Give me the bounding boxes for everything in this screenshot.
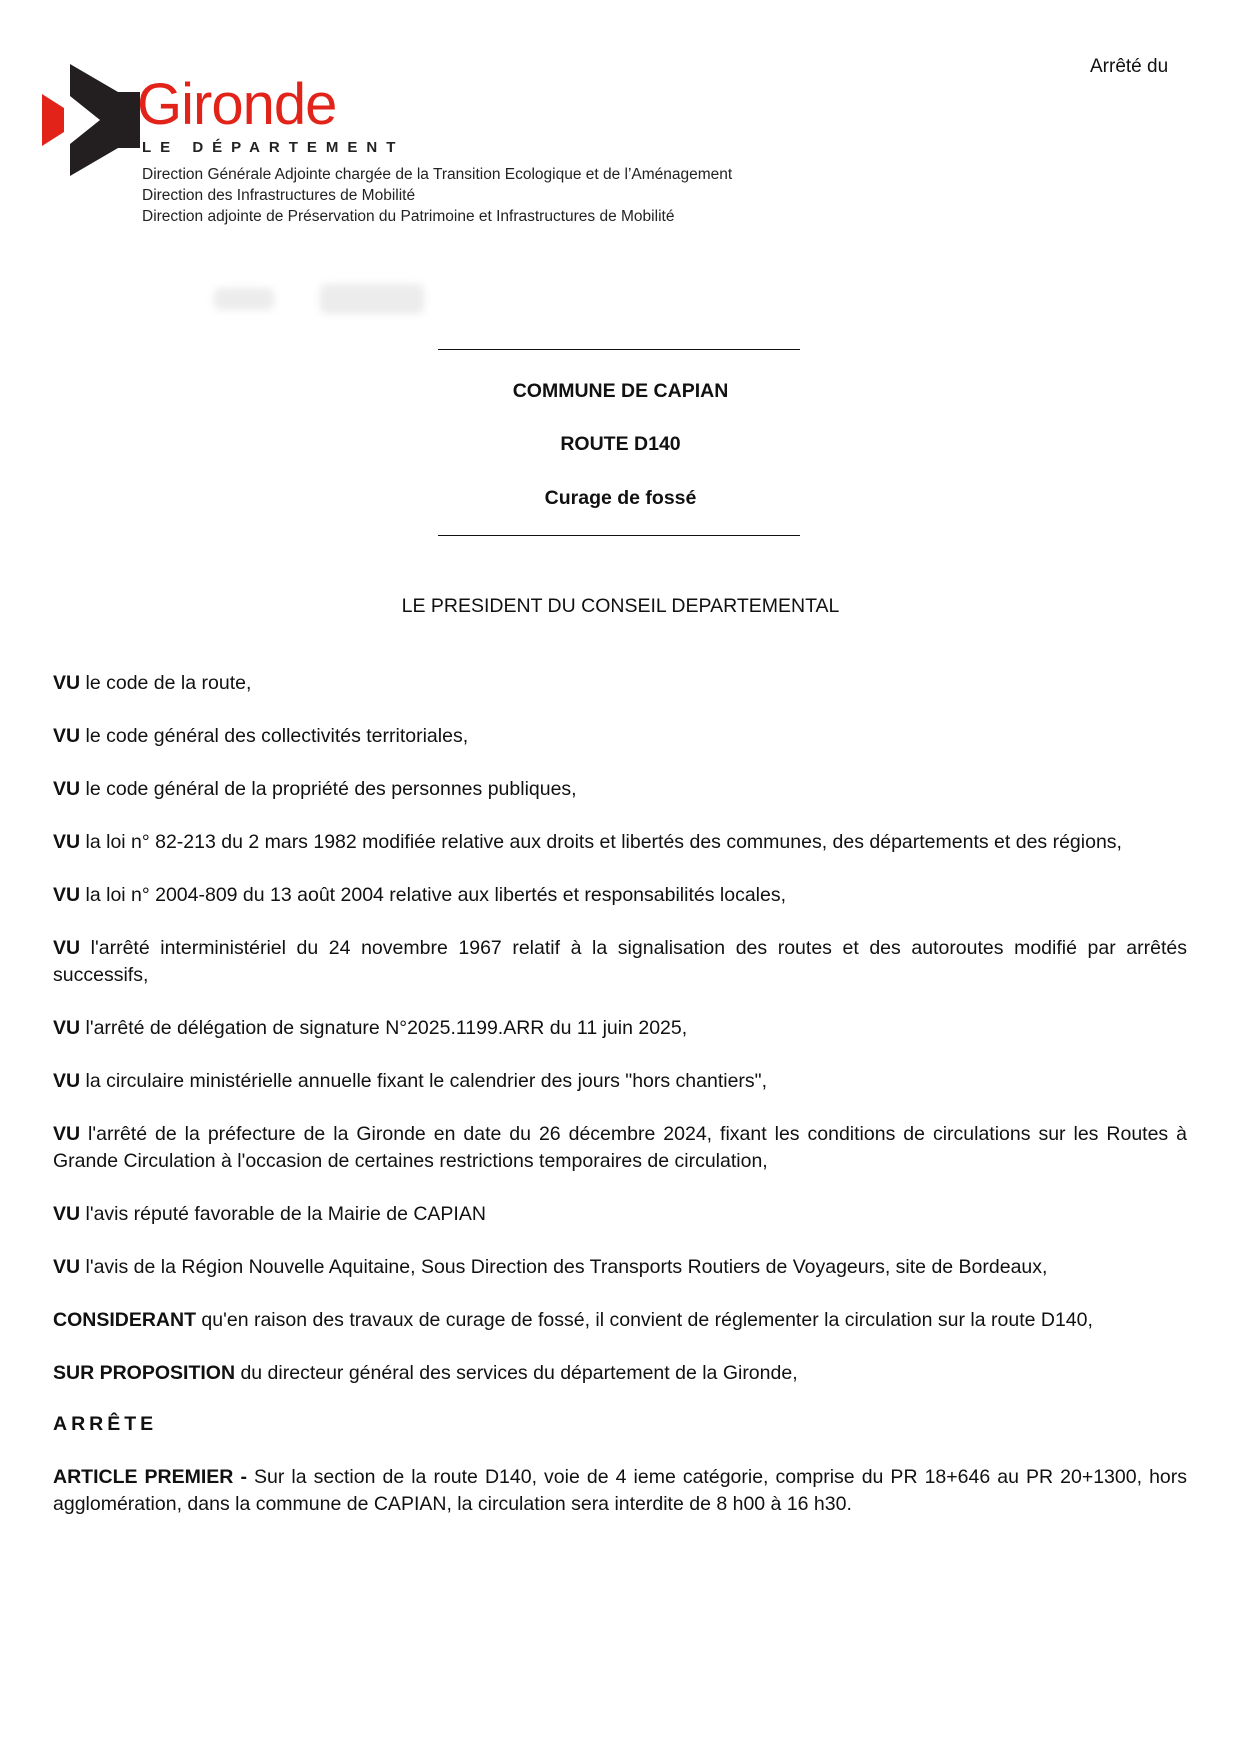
clause: VU la circulaire ministérielle annuelle fixant le calendrier des jours "hors chantiers", <box>53 1070 768 1092</box>
clause: VU la loi n° 82-213 du 2 mars 1982 modifiée relative aux droits et libertés des communes, des départements et des régions, <box>53 831 1122 853</box>
clause: VU le code général des collectivités territoriales, <box>53 725 469 747</box>
article-premier: ARTICLE PREMIER - Sur la section de la route D140, voie de 4 ieme catégorie, comprise du PR 18+646 au PR 20+1300, hors agglomération, dans la commune de CAPIAN, la circulation sera interdite de 8 h00 à 16 h30. <box>53 1466 1187 1515</box>
title-rule-top <box>438 349 800 350</box>
clause: VU l'arrêté de délégation de signature N°2025.1199.ARR du 11 juin 2025, <box>53 1017 688 1039</box>
logo-dark-chevron <box>70 64 140 176</box>
gironde-logo-icon <box>40 64 140 176</box>
redacted-mark <box>214 288 274 310</box>
direction-line-3: Direction adjointe de Préservation du Patrimoine et Infrastructures de Mobilité <box>142 208 675 225</box>
clause: SUR PROPOSITION du directeur général des services du département de la Gironde, <box>53 1362 798 1384</box>
direction-line-2: Direction des Infrastructures de Mobilité <box>142 187 416 204</box>
arrete-heading: ARRÊTE <box>53 1413 158 1435</box>
commune-title: COMMUNE DE CAPIAN <box>512 380 729 402</box>
direction-line-1: Direction Générale Adjointe chargée de la Transition Ecologique et de l’Aménagement <box>142 166 733 183</box>
clause: VU le code général de la propriété des personnes publiques, <box>53 778 577 800</box>
clause: VU le code de la route, <box>53 672 252 694</box>
redacted-mark <box>320 284 424 314</box>
clause: VU l'arrêté interministériel du 24 novembre 1967 relatif à la signalisation des routes et des autoroutes modifié par arrêtés successifs, <box>53 937 1187 986</box>
brand-subtitle: LE DÉPARTEMENT <box>142 139 405 156</box>
clause: VU l'arrêté de la préfecture de la Gironde en date du 26 décembre 2024, fixant les conditions de circulations sur les Routes à Grande Circulation à l'occasion de certaines restrictions temporaires de circulation, <box>53 1123 1187 1172</box>
brand-name: Gironde <box>137 72 337 137</box>
logo-red-chevron <box>42 94 64 146</box>
object-title: Curage de fossé <box>544 487 697 509</box>
clause: VU l'avis réputé favorable de la Mairie de CAPIAN <box>53 1203 486 1225</box>
route-title: ROUTE D140 <box>560 433 681 455</box>
clause: VU la loi n° 2004-809 du 13 août 2004 relative aux libertés et responsabilités locales, <box>53 884 787 906</box>
clauses-list <box>53 670 1187 1544</box>
clause: VU l'avis de la Région Nouvelle Aquitaine, Sous Direction des Transports Routiers de Voyageurs, site de Bordeaux, <box>53 1256 1048 1278</box>
clause: CONSIDERANT qu'en raison des travaux de curage de fossé, il convient de réglementer la circulation sur la route D140, <box>53 1309 1093 1331</box>
title-rule-bottom <box>438 535 800 536</box>
president-heading: LE PRESIDENT DU CONSEIL DEPARTEMENTAL <box>401 595 840 617</box>
date-line: Arrêté du <box>1090 56 1169 77</box>
